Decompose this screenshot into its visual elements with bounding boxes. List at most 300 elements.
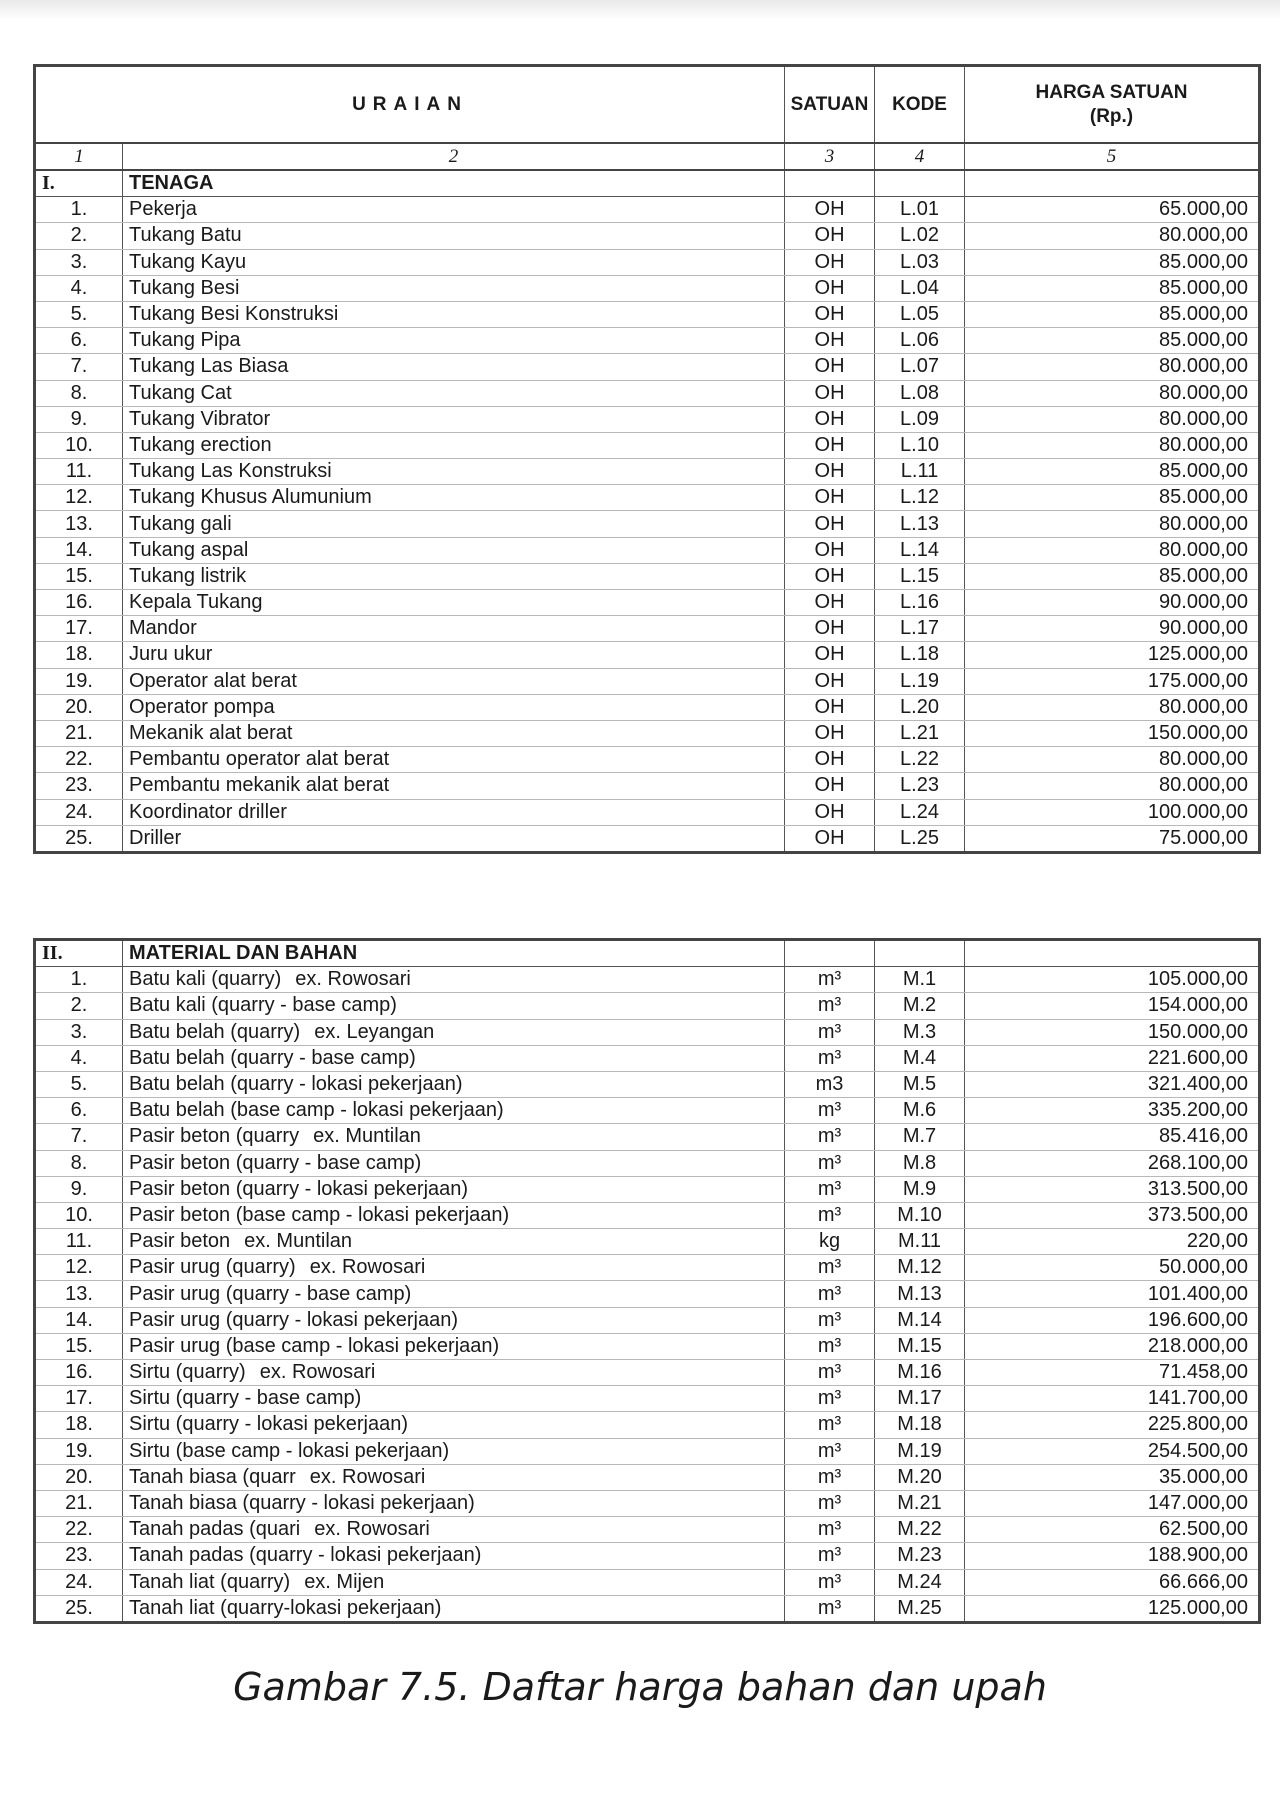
row-price: 101.400,00 [965, 1281, 1260, 1307]
row-unit: m³ [785, 1176, 875, 1202]
row-description-text: Tukang aspal [129, 538, 249, 561]
row-unit: OH [785, 406, 875, 432]
row-description [123, 668, 785, 694]
row-number: 15. [35, 563, 123, 589]
row-code: M.7 [875, 1124, 965, 1150]
row-description-text: Tukang Las Biasa [129, 355, 289, 378]
row-description-text: Sirtu (quarry - base camp) [129, 1387, 362, 1410]
table-row [35, 1176, 1260, 1202]
row-source-location: ex. Muntilan [244, 1230, 353, 1253]
row-description-text: Tukang Las Konstruksi [129, 460, 332, 483]
row-number: 19. [35, 668, 123, 694]
row-description-text: Batu kali (quarry) [129, 968, 282, 991]
row-code: M.22 [875, 1517, 965, 1543]
row-description-text: Koordinator driller [129, 800, 287, 823]
row-description-text: Pekerja [129, 198, 197, 221]
table-row [35, 616, 1260, 642]
row-code: L.11 [875, 459, 965, 485]
row-unit: m³ [785, 1595, 875, 1622]
row-description-text: Tukang Pipa [129, 329, 241, 352]
table-row [35, 1438, 1260, 1464]
table-row [35, 301, 1260, 327]
row-number: 22. [35, 747, 123, 773]
row-number: 8. [35, 1150, 123, 1176]
row-unit: OH [785, 616, 875, 642]
row-price: 220,00 [965, 1229, 1260, 1255]
row-price: 188.900,00 [965, 1543, 1260, 1569]
section-number: II. [35, 940, 123, 967]
row-description [123, 1386, 785, 1412]
row-number: 7. [35, 1124, 123, 1150]
section-row-material [35, 940, 1260, 967]
row-unit: m³ [785, 1490, 875, 1516]
row-code: L.23 [875, 773, 965, 799]
row-price: 125.000,00 [965, 642, 1260, 668]
row-price: 90.000,00 [965, 590, 1260, 616]
table-row [35, 1255, 1260, 1281]
row-unit: OH [785, 354, 875, 380]
material-price-table [33, 938, 1261, 1624]
row-number: 9. [35, 1176, 123, 1202]
row-price: 221.600,00 [965, 1045, 1260, 1071]
row-description-text: Tanah padas (quari [129, 1518, 301, 1541]
row-price: 66.666,00 [965, 1569, 1260, 1595]
row-number: 1. [35, 967, 123, 993]
row-unit: m³ [785, 1098, 875, 1124]
row-price: 71.458,00 [965, 1360, 1260, 1386]
row-code: M.24 [875, 1569, 965, 1595]
row-price: 321.400,00 [965, 1071, 1260, 1097]
row-description [123, 1543, 785, 1569]
row-description [123, 380, 785, 406]
row-description-text: Tanah biasa (quarry - lokasi pekerjaan) [129, 1492, 475, 1515]
table-row [35, 773, 1260, 799]
row-description-text: Tanah padas (quarry - lokasi pekerjaan) [129, 1544, 482, 1567]
row-price: 105.000,00 [965, 967, 1260, 993]
row-price: 65.000,00 [965, 197, 1260, 223]
row-number: 21. [35, 1490, 123, 1516]
row-description [123, 1490, 785, 1516]
row-unit: OH [785, 301, 875, 327]
row-code: M.23 [875, 1543, 965, 1569]
row-description-text: Tukang Kayu [129, 250, 247, 273]
row-description [123, 1464, 785, 1490]
row-description [123, 642, 785, 668]
row-description-text: Tukang Besi Konstruksi [129, 303, 339, 326]
row-code: L.04 [875, 275, 965, 301]
table-row [35, 1543, 1260, 1569]
row-unit: kg [785, 1229, 875, 1255]
row-price: 85.416,00 [965, 1124, 1260, 1150]
row-description-text: Batu belah (quarry - lokasi pekerjaan) [129, 1073, 463, 1096]
row-number: 13. [35, 1281, 123, 1307]
row-number: 10. [35, 1202, 123, 1228]
row-price: 218.000,00 [965, 1333, 1260, 1359]
row-description [123, 773, 785, 799]
row-price: 80.000,00 [965, 511, 1260, 537]
row-price: 100.000,00 [965, 799, 1260, 825]
row-code: L.16 [875, 590, 965, 616]
row-description [123, 1255, 785, 1281]
row-number: 12. [35, 1255, 123, 1281]
row-code: M.6 [875, 1098, 965, 1124]
row-number: 17. [35, 616, 123, 642]
row-price: 80.000,00 [965, 354, 1260, 380]
row-unit: m³ [785, 967, 875, 993]
row-unit: m³ [785, 1438, 875, 1464]
row-description-text: Pasir urug (quarry - lokasi pekerjaan) [129, 1308, 459, 1331]
section-row-tenaga [35, 170, 1260, 197]
row-code: L.10 [875, 432, 965, 458]
row-number: 17. [35, 1386, 123, 1412]
table-row [35, 668, 1260, 694]
row-price: 80.000,00 [965, 747, 1260, 773]
row-unit: m³ [785, 1464, 875, 1490]
row-code: L.22 [875, 747, 965, 773]
row-price: 85.000,00 [965, 328, 1260, 354]
row-description-text: Batu belah (quarry) [129, 1020, 301, 1043]
row-number: 18. [35, 1412, 123, 1438]
row-code: L.14 [875, 537, 965, 563]
row-price: 85.000,00 [965, 249, 1260, 275]
row-price: 147.000,00 [965, 1490, 1260, 1516]
table-row [35, 1307, 1260, 1333]
row-description [123, 249, 785, 275]
row-unit: OH [785, 459, 875, 485]
row-description [123, 1045, 785, 1071]
row-description-text: Tukang Cat [129, 381, 232, 404]
row-description [123, 511, 785, 537]
row-price: 150.000,00 [965, 720, 1260, 746]
row-unit: OH [785, 432, 875, 458]
row-code: L.18 [875, 642, 965, 668]
row-code: L.02 [875, 223, 965, 249]
row-price: 85.000,00 [965, 459, 1260, 485]
row-code: M.14 [875, 1307, 965, 1333]
row-code: M.3 [875, 1019, 965, 1045]
row-code: L.06 [875, 328, 965, 354]
table-row [35, 694, 1260, 720]
row-description-text: Pembantu mekanik alat berat [129, 774, 390, 797]
row-price: 141.700,00 [965, 1386, 1260, 1412]
row-number: 13. [35, 511, 123, 537]
row-description [123, 616, 785, 642]
row-code: M.16 [875, 1360, 965, 1386]
row-price: 62.500,00 [965, 1517, 1260, 1543]
row-number: 25. [35, 1595, 123, 1622]
row-number: 18. [35, 642, 123, 668]
row-unit: m³ [785, 1045, 875, 1071]
figure-caption: Gambar 7.5. Daftar harga bahan dan upah [233, 1665, 1047, 1709]
table-row [35, 1229, 1260, 1255]
row-description [123, 275, 785, 301]
row-code: L.01 [875, 197, 965, 223]
row-price: 175.000,00 [965, 668, 1260, 694]
table-row [35, 590, 1260, 616]
row-description [123, 1307, 785, 1333]
table-row [35, 432, 1260, 458]
row-number: 15. [35, 1333, 123, 1359]
row-unit: m³ [785, 1333, 875, 1359]
row-description [123, 406, 785, 432]
row-number: 3. [35, 249, 123, 275]
row-source-location: ex. Muntilan [313, 1125, 421, 1148]
row-price: 85.000,00 [965, 485, 1260, 511]
row-description [123, 197, 785, 223]
row-description [123, 720, 785, 746]
row-unit: m³ [785, 1360, 875, 1386]
row-code: M.8 [875, 1150, 965, 1176]
colnum-1: 1 [35, 143, 123, 170]
row-description-text: Pasir urug (quarry) [129, 1256, 296, 1279]
row-unit: OH [785, 563, 875, 589]
row-description-text: Mekanik alat berat [129, 722, 293, 745]
row-number: 2. [35, 223, 123, 249]
row-unit: OH [785, 537, 875, 563]
row-number: 6. [35, 1098, 123, 1124]
row-description [123, 1281, 785, 1307]
row-unit: OH [785, 223, 875, 249]
row-price: 80.000,00 [965, 694, 1260, 720]
row-unit: OH [785, 328, 875, 354]
table-row [35, 223, 1260, 249]
row-unit: OH [785, 747, 875, 773]
table-row [35, 1045, 1260, 1071]
header-uraian: URAIAN [35, 66, 785, 144]
row-number: 10. [35, 432, 123, 458]
row-description [123, 328, 785, 354]
row-description-text: Kepala Tukang [129, 591, 263, 614]
row-code: M.20 [875, 1464, 965, 1490]
row-source-location: ex. Rowosari [295, 968, 411, 991]
row-description-text: Batu belah (base camp - lokasi pekerjaan) [129, 1099, 504, 1122]
row-price: 90.000,00 [965, 616, 1260, 642]
table-row [35, 1412, 1260, 1438]
row-unit: m³ [785, 1543, 875, 1569]
row-source-location: ex. Rowosari [259, 1361, 376, 1384]
row-unit: OH [785, 380, 875, 406]
row-description [123, 694, 785, 720]
row-code: L.07 [875, 354, 965, 380]
row-code: M.25 [875, 1595, 965, 1622]
row-unit: OH [785, 720, 875, 746]
header-satuan: SATUAN [785, 66, 875, 144]
row-source-location: ex. Rowosari [309, 1465, 426, 1488]
row-price: 196.600,00 [965, 1307, 1260, 1333]
row-unit: OH [785, 197, 875, 223]
table-row [35, 485, 1260, 511]
table-row [35, 1098, 1260, 1124]
row-price: 335.200,00 [965, 1098, 1260, 1124]
table-row [35, 380, 1260, 406]
row-description [123, 590, 785, 616]
row-description-text: Pasir beton (base camp - lokasi pekerjaan) [129, 1203, 510, 1226]
row-price: 80.000,00 [965, 380, 1260, 406]
row-code: M.21 [875, 1490, 965, 1516]
row-description [123, 1517, 785, 1543]
row-code: M.4 [875, 1045, 965, 1071]
row-code: M.1 [875, 967, 965, 993]
row-source-location: ex. Rowosari [314, 1518, 430, 1541]
table-row [35, 1490, 1260, 1516]
row-description-text: Mandor [129, 617, 197, 640]
table-row [35, 511, 1260, 537]
table-row [35, 328, 1260, 354]
row-unit: OH [785, 799, 875, 825]
row-number: 16. [35, 1360, 123, 1386]
row-description-text: Tukang Vibrator [129, 407, 271, 430]
row-code: L.09 [875, 406, 965, 432]
row-number: 7. [35, 354, 123, 380]
row-unit: m³ [785, 1307, 875, 1333]
row-number: 9. [35, 406, 123, 432]
row-code: L.08 [875, 380, 965, 406]
table-row [35, 275, 1260, 301]
row-code: M.2 [875, 993, 965, 1019]
labor-price-table [33, 64, 1261, 854]
row-unit: OH [785, 485, 875, 511]
table-row [35, 197, 1260, 223]
row-number: 3. [35, 1019, 123, 1045]
row-price: 313.500,00 [965, 1176, 1260, 1202]
row-unit: m³ [785, 993, 875, 1019]
page-top-shade [0, 0, 1280, 20]
table-row [35, 563, 1260, 589]
row-description [123, 354, 785, 380]
table-row [35, 1517, 1260, 1543]
row-number: 23. [35, 1543, 123, 1569]
section-title: TENAGA [123, 170, 785, 197]
row-description [123, 1438, 785, 1464]
row-number: 4. [35, 275, 123, 301]
row-description-text: Tukang Besi [129, 276, 240, 299]
row-description-text: Tukang Khusus Alumunium [129, 486, 372, 509]
row-description-text: Operator pompa [129, 695, 275, 718]
table-row [35, 459, 1260, 485]
table-row [35, 1360, 1260, 1386]
row-description [123, 1202, 785, 1228]
row-unit: OH [785, 249, 875, 275]
row-description-text: Batu belah (quarry - base camp) [129, 1046, 416, 1069]
column-number-row [35, 143, 1260, 170]
row-description [123, 1412, 785, 1438]
row-unit: OH [785, 773, 875, 799]
row-code: L.05 [875, 301, 965, 327]
row-price: 80.000,00 [965, 537, 1260, 563]
row-description-text: Pasir urug (quarry - base camp) [129, 1282, 412, 1305]
header-harga-line1: HARGA SATUAN [1035, 81, 1188, 103]
row-description [123, 1229, 785, 1255]
row-number: 21. [35, 720, 123, 746]
row-unit: OH [785, 275, 875, 301]
row-unit: m³ [785, 1386, 875, 1412]
row-description [123, 301, 785, 327]
row-description-text: Tanah biasa (quarr [129, 1465, 296, 1488]
row-unit: m³ [785, 1517, 875, 1543]
table-row [35, 1150, 1260, 1176]
row-unit: m³ [785, 1150, 875, 1176]
table-row [35, 1333, 1260, 1359]
row-description [123, 1019, 785, 1045]
row-code: L.03 [875, 249, 965, 275]
row-price: 154.000,00 [965, 993, 1260, 1019]
row-code: M.11 [875, 1229, 965, 1255]
table-row [35, 967, 1260, 993]
section-title: MATERIAL DAN BAHAN [123, 940, 785, 967]
table-row [35, 1281, 1260, 1307]
row-code: M.13 [875, 1281, 965, 1307]
row-price: 125.000,00 [965, 1595, 1260, 1622]
row-description [123, 1150, 785, 1176]
row-code: M.17 [875, 1386, 965, 1412]
row-description-text: Tukang listrik [129, 564, 247, 587]
row-description-text: Pasir beton (quarry - lokasi pekerjaan) [129, 1177, 469, 1200]
table-row [35, 1595, 1260, 1622]
row-price: 225.800,00 [965, 1412, 1260, 1438]
row-price: 85.000,00 [965, 563, 1260, 589]
row-unit: m³ [785, 1202, 875, 1228]
row-description [123, 563, 785, 589]
row-description-text: Batu kali (quarry - base camp) [129, 994, 397, 1017]
table-row [35, 354, 1260, 380]
table-row [35, 1019, 1260, 1045]
table-row [35, 747, 1260, 773]
row-code: L.12 [875, 485, 965, 511]
row-price: 80.000,00 [965, 406, 1260, 432]
table-header-row [35, 66, 1260, 144]
row-number: 6. [35, 328, 123, 354]
row-source-location: ex. Leyangan [314, 1020, 435, 1043]
table-row [35, 537, 1260, 563]
row-number: 20. [35, 694, 123, 720]
table-row [35, 249, 1260, 275]
row-number: 4. [35, 1045, 123, 1071]
row-price: 50.000,00 [965, 1255, 1260, 1281]
row-description [123, 485, 785, 511]
row-description-text: Pasir beton [129, 1230, 231, 1253]
table-row [35, 720, 1260, 746]
row-code: L.25 [875, 825, 965, 852]
header-harga-line2: (Rp.) [1089, 105, 1134, 127]
row-number: 20. [35, 1464, 123, 1490]
row-description-text: Sirtu (quarry - lokasi pekerjaan) [129, 1413, 408, 1436]
row-price: 35.000,00 [965, 1464, 1260, 1490]
table-row [35, 1386, 1260, 1412]
row-code: M.5 [875, 1071, 965, 1097]
row-unit: OH [785, 590, 875, 616]
row-number: 14. [35, 537, 123, 563]
row-number: 14. [35, 1307, 123, 1333]
row-unit: m³ [785, 1019, 875, 1045]
row-price: 373.500,00 [965, 1202, 1260, 1228]
row-price: 85.000,00 [965, 301, 1260, 327]
row-code: M.10 [875, 1202, 965, 1228]
row-description-text: Sirtu (base camp - lokasi pekerjaan) [129, 1439, 450, 1462]
row-description [123, 1595, 785, 1622]
row-description [123, 1569, 785, 1595]
row-description-text: Tukang Batu [129, 224, 242, 247]
row-description [123, 967, 785, 993]
row-unit: OH [785, 694, 875, 720]
row-description [123, 459, 785, 485]
row-description-text: Tanah liat (quarry) [129, 1570, 291, 1593]
colnum-2: 2 [123, 143, 785, 170]
row-number: 12. [35, 485, 123, 511]
row-description [123, 1098, 785, 1124]
table-row [35, 825, 1260, 852]
row-description [123, 1360, 785, 1386]
row-number: 1. [35, 197, 123, 223]
